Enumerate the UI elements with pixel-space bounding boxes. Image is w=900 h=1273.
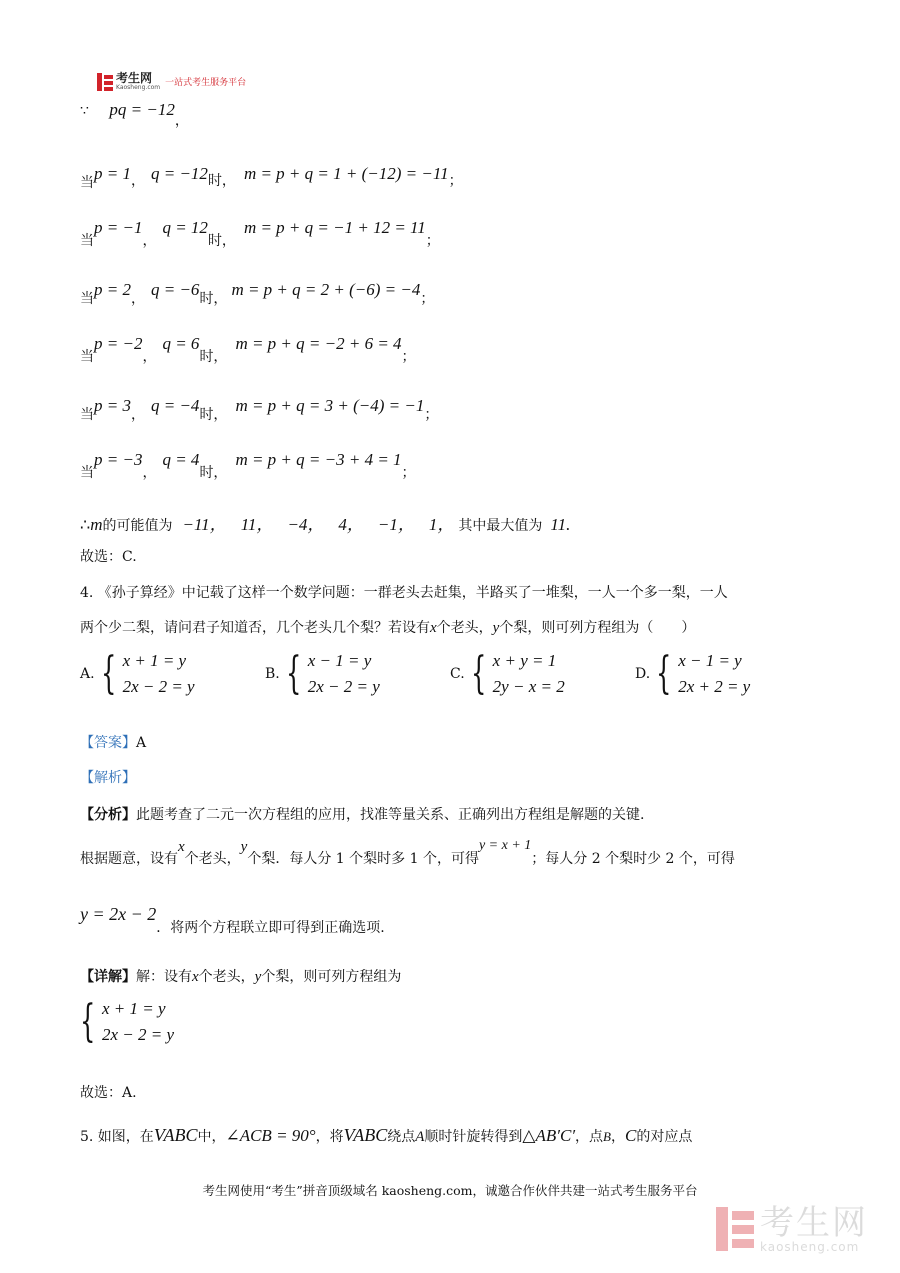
q4-stem-line1: 4. 《孙子算经》中记载了这样一个数学问题：一群老头去赶集，半路买了一堆梨，一人一个多一梨，一人 xyxy=(80,585,728,601)
answer-line: 【答案】A xyxy=(80,735,147,751)
q5-stem: 5. 如图，在VABC中，∠ACB = 90°，将VABC绕点A顺时针旋转得到△AB′C′，点B，C的对应点 xyxy=(80,1125,693,1145)
option-b[interactable]: B. { x − 1 = y 2x − 2 = y xyxy=(265,648,380,699)
logo-icon xyxy=(97,73,113,91)
case-row: 当p = −3，q = 4时，m = p + q = −3 + 4 = 1； xyxy=(80,450,416,481)
fenxi-line: 【分析】此题考查了二元一次方程组的应用，找准等量关系、正确列出方程组是解题的关键. xyxy=(80,807,645,823)
choice-a: 故选：A. xyxy=(80,1085,137,1101)
case-row: 当p = 2， q = −6时， m = p + q = 2 + (−6) = −4； xyxy=(80,280,435,307)
basis-line: 根据题意，设有x个老头，y个梨．每人分 1 个梨时多 1 个，可得y = x + 1；每人分 2 个梨时少 2 个，可得 xyxy=(80,838,735,867)
watermark-name: 考生网 xyxy=(760,1203,868,1243)
detail-system: { x + 1 = y 2x − 2 = y xyxy=(80,996,175,1047)
logo-slogan: 一站式考生服务平台 xyxy=(165,78,247,88)
option-a[interactable]: A. { x + 1 = y 2x − 2 = y xyxy=(80,648,195,699)
logo-name: 考生网 xyxy=(116,71,153,85)
logo-url: Kaosheng.com xyxy=(116,84,161,91)
watermark-logo-icon xyxy=(716,1207,754,1251)
case-row: 当p = 1， q = −12时， m = p + q = 1 + (−12) = −11； xyxy=(80,164,463,191)
option-c[interactable]: C. { x + y = 1 2y − x = 2 xyxy=(450,648,565,699)
case-row: 当p = 3， q = −4时， m = p + q = 3 + (−4) = −1； xyxy=(80,396,439,423)
header-logo xyxy=(97,72,246,91)
case-row: 当p = −2，q = 6时，m = p + q = −2 + 6 = 4； xyxy=(80,334,416,365)
therefore-line: ∴m的可能值为 −11， 11， −4， 4， −1， 1， 其中最大值为 11. xyxy=(80,515,571,534)
q4-stem-line2: 两个少二梨，请问君子知道否，几个老头几个梨？若设有x个老头，y个梨，则可列方程组为（ ） xyxy=(80,620,696,636)
because-line: ∵ pq = −12， xyxy=(80,100,189,129)
case-row: 当p = −1，q = 12时，m = p + q = −1 + 12 = 11； xyxy=(80,218,440,249)
watermark xyxy=(716,1205,868,1253)
footer-text: 考生网使用“考生”拼音顶级域名 kaosheng.com，诚邀合作伙伴共建一站式考生服务平台 xyxy=(202,1183,698,1198)
analysis-tag: 【解析】 xyxy=(80,770,136,786)
watermark-url: kaosheng.com xyxy=(760,1240,860,1254)
option-d[interactable]: D. { x − 1 = y 2x + 2 = y xyxy=(635,648,751,699)
basis-line-2: y = 2x − 2．将两个方程联立即可得到正确选项. xyxy=(80,904,385,936)
detail-line: 【详解】解：设有x个老头，y个梨，则可列方程组为 xyxy=(80,969,402,985)
choice-c: 故选：C. xyxy=(80,549,137,565)
pq-eq: pq = −12 xyxy=(109,100,175,119)
